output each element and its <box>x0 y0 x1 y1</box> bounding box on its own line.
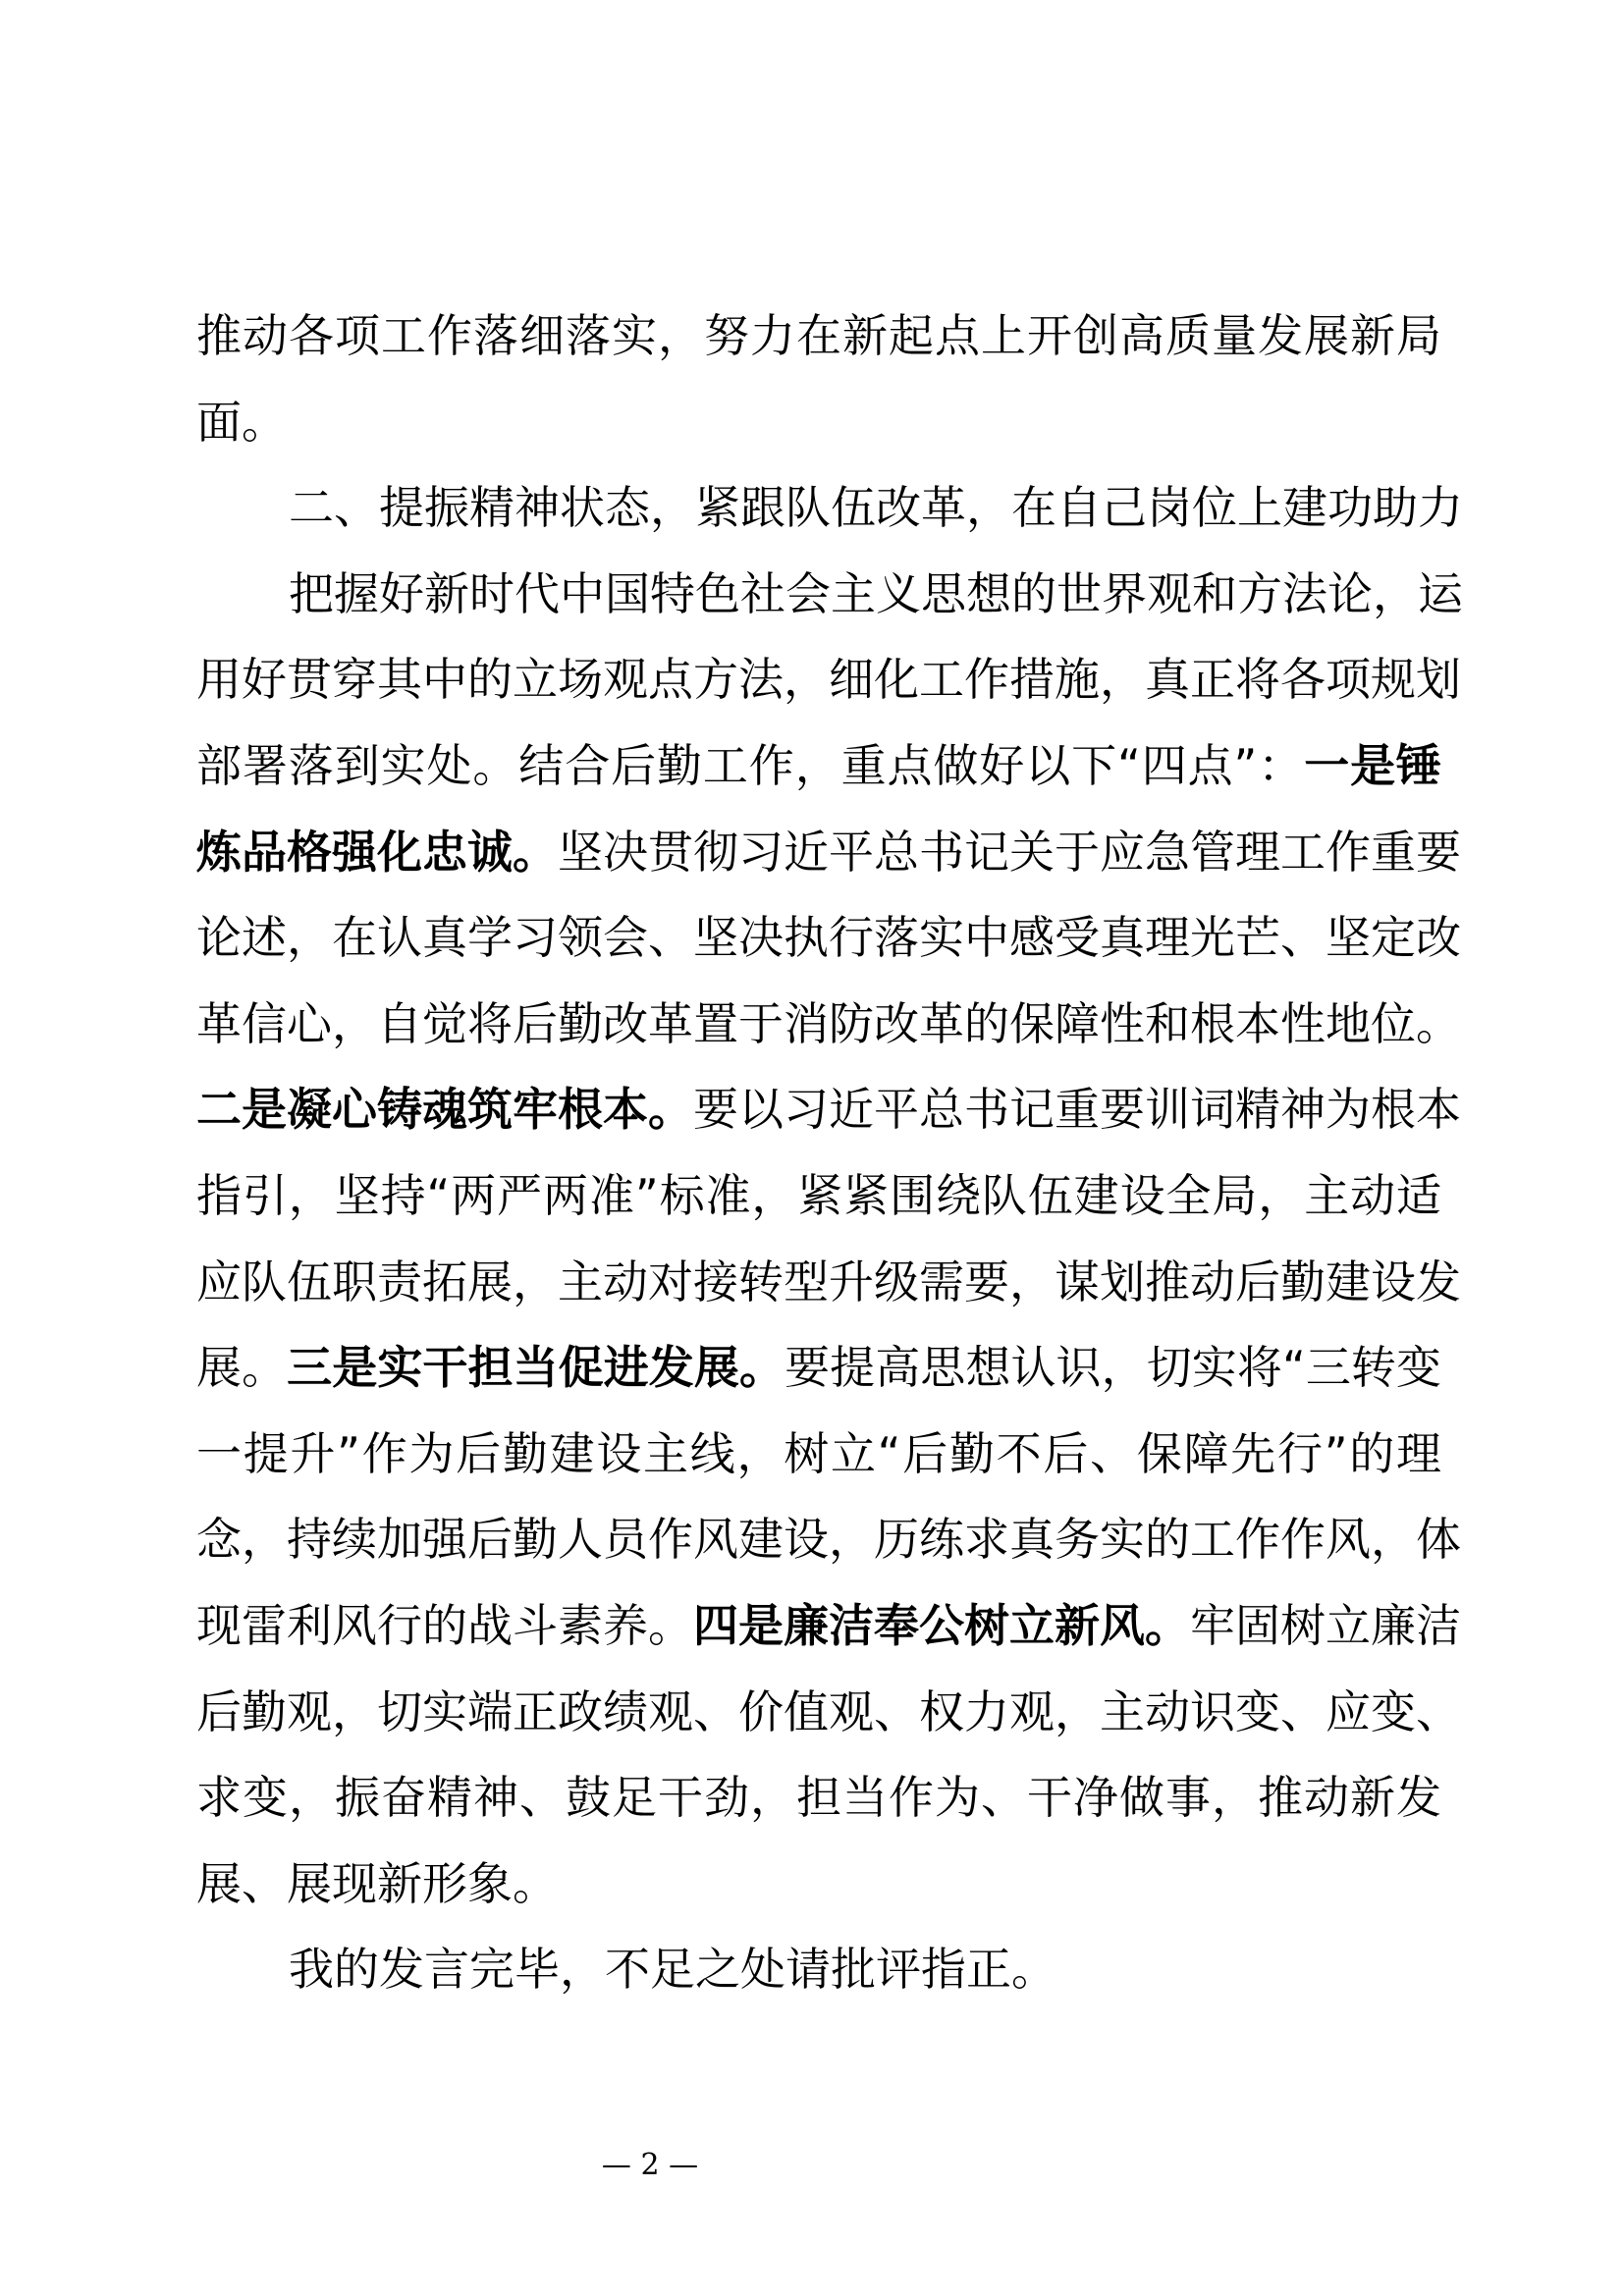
text-line <box>196 1240 1461 1326</box>
text-run: 后勤观，切实端正政绩观、价值观、权力观，主动识变、应变、 <box>196 1684 1461 1738</box>
text-line <box>196 1153 1441 1240</box>
text-line <box>196 1755 1441 1842</box>
text-run: 用好贯穿其中的立场观点方法，细化工作措施，真正将各项规划 <box>196 653 1461 707</box>
text-run: 部署落到实处。结合后勤工作，重点做好以下“四点”： <box>196 738 1305 792</box>
text-line <box>196 552 1463 638</box>
text-line <box>196 294 1441 380</box>
closing-line <box>196 1927 1441 2013</box>
text-run: 应队伍职责拓展，主动对接转型升级需要，谋划推动后勤建设发 <box>196 1255 1461 1308</box>
section-heading <box>196 465 1463 552</box>
text-line <box>196 982 1461 1068</box>
text-run: 展。 <box>196 1341 288 1395</box>
text-run: 一提升”作为后勤建设主线，树立“后勤不后、保障先行”的理 <box>196 1426 1441 1480</box>
bold-run: 炼品格强化忠诚。 <box>196 825 558 879</box>
text-run: 面。 <box>196 395 287 449</box>
text-run: 推动各项工作落细落实，努力在新起点上开创高质量发展新局 <box>196 309 1441 362</box>
text-run: 革信心，自觉将后勤改革置于消防改革的保障性和根本性地位。 <box>196 996 1461 1050</box>
text-line <box>196 1842 1441 1928</box>
text-run: 念，持续加强后勤人员作风建设，历练求真务实的工作作风，体 <box>196 1513 1461 1567</box>
text-run: 现雷利风行的战斗素养。 <box>196 1598 693 1652</box>
text-run: 指引，坚持“两严两准”标准，紧紧围绕队伍建设全局，主动适 <box>196 1168 1441 1222</box>
text-run: 要提高思想认识，切实将“三转变 <box>785 1341 1442 1395</box>
text-line <box>196 723 1441 810</box>
text-run: 二、提振精神状态，紧跟队伍改革，在自己岗位上建功助力 <box>289 481 1463 535</box>
text-run: 坚决贯彻习近平总书记关于应急管理工作重要 <box>558 825 1461 879</box>
text-line <box>196 1497 1461 1583</box>
text-run: 要以习近平总书记重要训词精神为根本 <box>693 1083 1461 1137</box>
text-line <box>196 380 1441 466</box>
text-run: 我的发言完毕，不足之处请批评指正。 <box>289 1943 1056 1997</box>
text-line <box>196 1583 1461 1670</box>
text-run: 把握好新时代中国特色社会主义思想的世界观和方法论，运 <box>289 566 1463 620</box>
text-run: 论述，在认真学习领会、坚决执行落实中感受真理光芒、坚定改 <box>196 911 1461 965</box>
text-line <box>196 1325 1441 1412</box>
text-line <box>196 1412 1441 1498</box>
text-line <box>196 895 1461 982</box>
text-run: 展、展现新形象。 <box>196 1856 558 1910</box>
text-run: 求变，振奋精神、鼓足干劲，担当作为、干净做事，推动新发 <box>196 1771 1441 1825</box>
bold-run: 一是锤 <box>1304 738 1442 792</box>
bold-run: 三是实干担当促进发展。 <box>287 1341 785 1395</box>
text-run: 牢固树立廉洁 <box>1190 1598 1461 1652</box>
bold-run: 四是廉洁奉公树立新风。 <box>693 1598 1190 1652</box>
bold-run: 二是凝心铸魂筑牢根本。 <box>196 1083 693 1137</box>
text-line <box>196 810 1461 896</box>
text-line <box>196 1067 1461 1153</box>
body-text <box>196 294 1463 2013</box>
text-line <box>196 1670 1461 1756</box>
page-number: — 2 — <box>601 2148 699 2182</box>
text-line <box>196 637 1461 723</box>
